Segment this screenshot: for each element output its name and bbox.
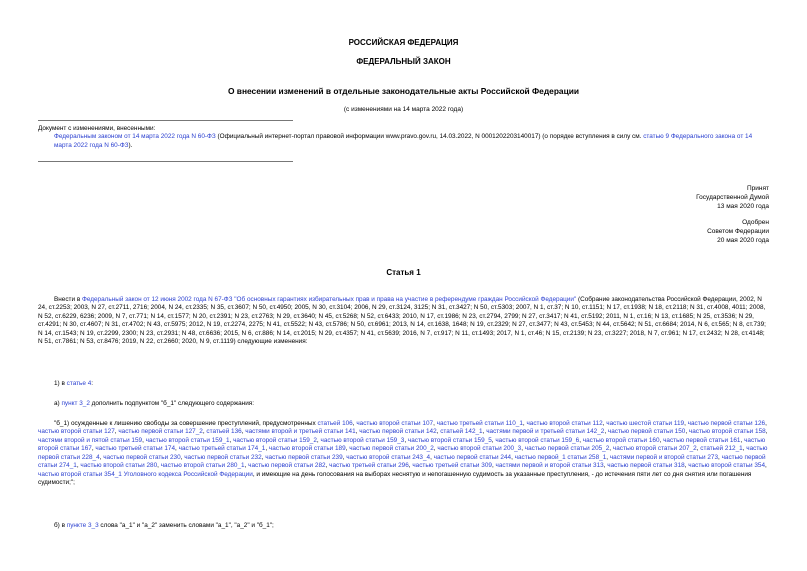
statute-link[interactable]: частью второй статьи 354 bbox=[688, 462, 766, 470]
statute-link[interactable]: статьей 212_1 bbox=[700, 445, 743, 453]
statute-link[interactable]: частью третьей статьи 296 bbox=[329, 462, 409, 470]
statute-link[interactable]: частью второй статьи 158 bbox=[688, 428, 766, 436]
statute-link[interactable]: частями второй и пятой статьи 159 bbox=[38, 436, 143, 444]
point-3-2-link[interactable]: пункт 3_2 bbox=[61, 400, 90, 407]
statute-link[interactable]: частью шестой статьи 119 bbox=[606, 420, 685, 427]
link-separator: , bbox=[325, 462, 330, 470]
link-separator: , bbox=[603, 462, 608, 470]
statute-link[interactable]: частью первой статьи 230 bbox=[103, 453, 181, 461]
law-type-heading: ФЕДЕРАЛЬНЫЙ ЗАКОН bbox=[356, 57, 451, 66]
link-separator: , bbox=[684, 462, 689, 470]
statute-link[interactable]: статьей 142_1 bbox=[440, 428, 483, 436]
link-separator: , bbox=[114, 428, 119, 436]
item-1 bbox=[38, 380, 786, 388]
statute-link[interactable]: частью второй статьи 280_1 bbox=[160, 462, 245, 470]
statute-link[interactable]: частью первой статьи 205_2 bbox=[524, 445, 610, 453]
link-separator: , bbox=[436, 428, 441, 436]
statute-link[interactable]: частью второй статьи 159_5 bbox=[407, 436, 492, 444]
statute-link[interactable]: частью первой статьи 126 bbox=[687, 420, 766, 427]
statute-link[interactable]: частью первой статьи 232 bbox=[184, 453, 262, 461]
item-1-suffix: : bbox=[91, 380, 94, 387]
statute-link[interactable]: частью первой статьи 150 bbox=[607, 428, 686, 436]
statute-link[interactable]: частью первой статьи 200_2 bbox=[349, 445, 434, 453]
link-separator: , bbox=[742, 445, 747, 453]
statute-link[interactable]: частями первой и второй статьи 273 bbox=[609, 453, 719, 461]
link-separator: , bbox=[604, 428, 608, 436]
link-separator: , bbox=[404, 436, 408, 444]
link-separator: , bbox=[606, 453, 610, 461]
item-a-suffix: дополнить подпунктом "б_1" следующего содержания: bbox=[89, 400, 254, 407]
changes-body bbox=[38, 133, 770, 150]
statute-link[interactable]: частью второй статьи 200_3 bbox=[437, 445, 522, 453]
link-separator: , bbox=[180, 453, 185, 461]
statute-link[interactable]: частью первой статьи 239 bbox=[265, 453, 343, 461]
statute-link[interactable]: частью второй статьи 159_2 bbox=[233, 436, 317, 444]
link-separator: , bbox=[522, 420, 527, 427]
article-heading: Статья 1 bbox=[386, 268, 421, 277]
statute-link[interactable]: частью второй статьи 159_3 bbox=[320, 436, 405, 444]
link-separator: , bbox=[433, 420, 437, 427]
link-separator: , bbox=[229, 436, 234, 444]
point-3-3-link[interactable]: пункте 3_3 bbox=[66, 522, 99, 529]
statute-link[interactable]: частью второй статьи 189 bbox=[268, 445, 346, 453]
statute-link[interactable]: частью второй статьи 159_1 bbox=[145, 436, 230, 444]
link-separator: , bbox=[352, 420, 357, 427]
adopted-date: 13 мая 2020 года bbox=[717, 203, 769, 211]
revision-note: (с изменениями на 14 марта 2022 года) bbox=[343, 106, 464, 113]
changes-text-2: ). bbox=[128, 141, 133, 149]
link-separator: , bbox=[244, 462, 249, 470]
statute-link[interactable]: частью первой_1 статьи 258_1 bbox=[514, 453, 607, 461]
adoption-block bbox=[696, 184, 769, 246]
item-a-prefix: а) bbox=[54, 400, 62, 407]
statute-link[interactable]: статьей 106 bbox=[317, 420, 353, 427]
item-a bbox=[38, 400, 786, 408]
quote-pre: "б_1) осужденные к лишению свободы за совершение преступлений, предусмотренных bbox=[54, 420, 318, 427]
statute-link[interactable]: частью второй статьи 354_1 Уголовного кодекса Российской Федерации bbox=[38, 470, 253, 478]
link-separator: , bbox=[316, 436, 321, 444]
link-separator: , bbox=[521, 445, 525, 453]
statute-link[interactable]: частью второй статьи 112 bbox=[526, 420, 603, 427]
country-heading: РОССИЙСКАЯ ФЕДЕРАЦИЯ bbox=[348, 38, 459, 47]
link-separator: , bbox=[99, 453, 104, 461]
link-separator: , bbox=[765, 428, 768, 436]
statute-link[interactable]: частью третьей статьи 174_1 bbox=[178, 445, 266, 453]
statute-link[interactable]: частями первой и второй статьи 313 bbox=[495, 462, 604, 470]
link-separator: , bbox=[482, 428, 487, 436]
quoted-subpoint bbox=[38, 420, 770, 488]
approved-label: Одобрен bbox=[742, 219, 769, 227]
statute-link[interactable]: частью второй статьи 243_4 bbox=[346, 453, 431, 461]
link-separator: , bbox=[491, 462, 496, 470]
statute-link[interactable]: частью второй статьи 207_2 bbox=[612, 445, 697, 453]
adopted-label: Принят bbox=[746, 185, 769, 192]
statute-link[interactable]: статьей 136 bbox=[206, 428, 242, 436]
statute-link[interactable]: частью второй статьи 107 bbox=[356, 420, 434, 427]
link-separator: , bbox=[433, 445, 438, 453]
quote-links bbox=[38, 420, 767, 478]
link-separator: , bbox=[265, 445, 269, 453]
statute-link[interactable]: частью второй статьи 280 bbox=[80, 462, 158, 470]
statute-link[interactable]: частью первой статьи 142 bbox=[359, 428, 437, 436]
article-intro bbox=[38, 296, 770, 347]
link-separator: , bbox=[355, 428, 360, 436]
link-separator: , bbox=[157, 462, 161, 470]
article-9-link[interactable]: статью 9 Федерального закона от 14 марта 2022 года N 60-ФЗ bbox=[54, 133, 753, 149]
link-separator: , bbox=[684, 420, 688, 427]
item-1-prefix: 1) в bbox=[54, 380, 67, 387]
link-separator: , bbox=[579, 436, 583, 444]
link-separator: , bbox=[718, 453, 722, 461]
statute-link[interactable]: частью первой статьи 228_4 bbox=[38, 445, 768, 461]
link-separator: , bbox=[408, 462, 413, 470]
adopted-by: Государственной Думой bbox=[696, 194, 769, 202]
statute-link[interactable]: частью второй статьи 160 bbox=[582, 436, 660, 444]
article-4-link[interactable]: статье 4 bbox=[66, 380, 92, 387]
item-b-suffix: слова "а_1" и "а_2" заменить словами "а_1", "а_2" и "б_1"; bbox=[98, 522, 274, 529]
link-separator: , bbox=[430, 453, 434, 461]
link-separator: , bbox=[345, 445, 350, 453]
changes-block bbox=[38, 125, 770, 150]
link-separator: , bbox=[609, 445, 613, 453]
statute-link[interactable]: частью второй статьи 127 bbox=[38, 428, 115, 436]
item-b bbox=[38, 522, 786, 530]
statute-link[interactable]: частью третьей статьи 174 bbox=[95, 445, 176, 453]
statute-link[interactable]: частью третьей статьи 309 bbox=[412, 462, 492, 470]
statute-link[interactable]: частью третьей статьи 110_1 bbox=[436, 420, 523, 427]
intro-rest: (Собрание законодательства Российской Федерации, 2002, N 24, ст.2253; 2003, N 27, ст.2711, 2716; 2004, N 24, ст.2335; N 35, ст.3607; N 50, ст.4950; 2005, N 30, ст.3104; 2006, N 29, ст.3124, 3125; N 31, ст.3427; N 50, ст.5303; 2007, N 1, ст.37; N 10, ст.1151; N 17, ст.1938; N 18, ст.2118; N 31, ст.4008, 4011; 2008, N 52, ст.6229, 6236; 2009, N 7, ст.771; N 14, ст.1577; N 20, ст.2391; N 23, ст.2763; N 29, ст.3640; N 45, ст.5268; N 52, ст.6433; 2010, N 17, ст.1986; N 23, ст.2794, 2799; N 27, ст.3417; N 41, ст.5192; 2011, N 1, ст.16; N 13, ст.1685; N 25, ст.3536; N 29, ст.4291; N 30, ст.4607; N 31, ст.4702; N 43, ст.5975; 2012, N 19, ст.2274, 2275; N 41, ст.5522; N 43, ст.5786; N 50, ст.6961; 2013, N 14, ст.1638, 1648; N 19, ст.2329; N 27, ст.3477; N 43, ст.5453; N 44, ст.5642; N 51, ст.6684; 2014, N 6, ст.565; N 8, ст.739; N 14, ст.1543; N 19, ст.2299, 2300; N 23, ст.2931; N 48, ст.6636; 2015, N 6, ст.886; N 14, ст.2015; N 29, ст.4357; N 41, ст.5639; 2016, N 7, ст.917; N 11, ст.1493; 2017, N 1, ст.46; N 15, ст.2139; N 23, ст.3227; 2018, N 7, ст.961; N 17, ст.2432; N 28, ст.4148; N 51, ст.7861; N 53, ст.8476; 2019, N 22, ст.2660; 2020, N 9, ст.1119) следующие изменения: bbox=[38, 296, 766, 346]
statute-link[interactable]: частью первой статьи 161 bbox=[663, 436, 741, 444]
link-separator: , bbox=[76, 462, 81, 470]
statute-link[interactable]: частью первой статьи 244 bbox=[433, 453, 512, 461]
statute-link[interactable]: частью первой статьи 282 bbox=[248, 462, 326, 470]
statute-link[interactable]: частью первой статьи 127_2 bbox=[118, 428, 203, 436]
link-separator: , bbox=[765, 462, 767, 470]
link-separator: , bbox=[765, 420, 767, 427]
statute-link[interactable]: частью первой статьи 274_1 bbox=[38, 453, 766, 470]
link-separator: , bbox=[241, 428, 246, 436]
link-separator: , bbox=[91, 445, 96, 453]
amending-law-link[interactable]: Федеральным законом от 14 марта 2022 года N 60-ФЗ bbox=[54, 133, 216, 141]
link-separator: , bbox=[142, 436, 146, 444]
link-separator: , bbox=[342, 453, 347, 461]
quote-post: , и имеющие на день голосования на выборах неснятую и непогашенную судимость за указанные преступления, - до истечения пяти лет со дня снятия или погашения судимости;"; bbox=[38, 470, 752, 487]
link-separator: , bbox=[696, 445, 701, 453]
link-separator: , bbox=[740, 436, 745, 444]
changes-label: Документ с изменениями, внесенными: bbox=[38, 125, 156, 132]
link-separator: , bbox=[659, 436, 664, 444]
statute-link[interactable]: частями первой и третьей статьи 142_2 bbox=[486, 428, 605, 436]
divider-bottom bbox=[38, 161, 293, 162]
link-separator: , bbox=[202, 428, 207, 436]
link-separator: , bbox=[511, 453, 515, 461]
document-title: О внесении изменений в отдельные законодательные акты Российской Федерации bbox=[227, 86, 580, 96]
approved-by: Советом Федерации bbox=[707, 228, 769, 236]
statute-link[interactable]: частью второй статьи 167 bbox=[38, 436, 766, 453]
changes-text-1: (Официальный интернет-портал правовой информации www.pravo.gov.ru, 14.03.2022, N 0001202203140017) (о порядке вступления в силу см. bbox=[215, 133, 644, 141]
link-separator: , bbox=[491, 436, 496, 444]
law-67-fz-link[interactable]: Федеральный закон от 12 июня 2002 года N 67-ФЗ "Об основных гарантиях избирательных прав и права на участие в референдуме граждан Российской Федерации" bbox=[81, 296, 577, 303]
item-b-prefix: б) в bbox=[54, 522, 67, 529]
statute-link[interactable]: частью второй статьи 159_6 bbox=[495, 436, 580, 444]
divider-top bbox=[38, 120, 293, 121]
intro-prefix: Внести в bbox=[54, 296, 82, 303]
statute-link[interactable]: частями второй и третьей статьи 141 bbox=[245, 428, 356, 436]
link-separator: , bbox=[602, 420, 607, 427]
approved-date: 20 мая 2020 года bbox=[717, 237, 769, 245]
link-separator: , bbox=[175, 445, 179, 453]
link-separator: , bbox=[261, 453, 266, 461]
link-separator: , bbox=[685, 428, 689, 436]
statute-link[interactable]: частью первой статьи 318 bbox=[607, 462, 685, 470]
